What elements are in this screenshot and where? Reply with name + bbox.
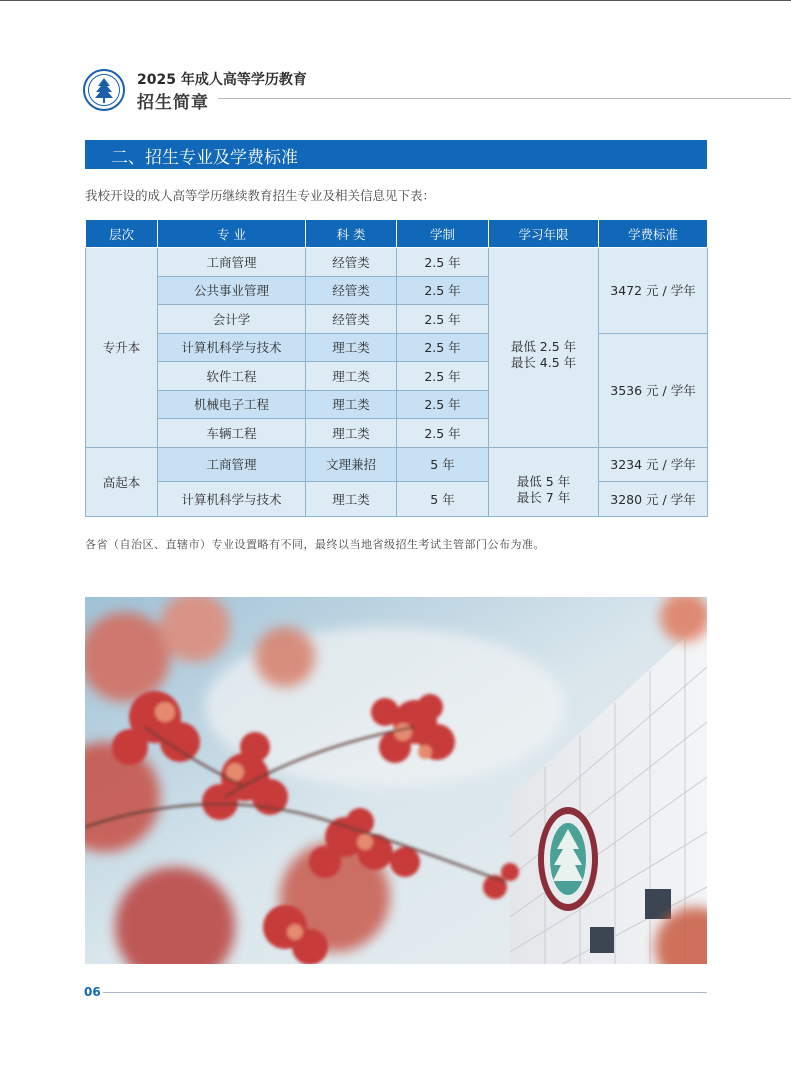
level-cell: 专升本 (86, 248, 158, 448)
campus-photo-illustration (85, 597, 707, 964)
page-number: 06 (84, 985, 101, 999)
section-title: 二、招生专业及学费标准 (111, 148, 298, 168)
study-period-cell (489, 447, 599, 516)
major-cell: 工商管理 (158, 248, 306, 277)
years-cell: 2.5 年 (397, 333, 489, 362)
top-border-line (0, 0, 791, 1)
major-cell: 公共事业管理 (158, 276, 306, 305)
header-subtitle: 招生简章 (137, 93, 209, 113)
table-row (86, 447, 708, 482)
study-period-cell (489, 248, 599, 448)
years-cell: 2.5 年 (397, 276, 489, 305)
header-cell-study-period: 学习年限 (489, 220, 599, 248)
years-cell: 2.5 年 (397, 362, 489, 391)
years-cell: 2.5 年 (397, 390, 489, 419)
years-cell: 2.5 年 (397, 248, 489, 277)
category-cell: 经管类 (306, 276, 397, 305)
intro-text: 我校开设的成人高等学历继续教育招生专业及相关信息见下表： (85, 188, 436, 203)
header-title: 2025 年成人高等学历教育 (137, 72, 307, 88)
years-cell: 2.5 年 (397, 305, 489, 334)
major-cell: 会计学 (158, 305, 306, 334)
study-period-text: 最低 2.5 年 最长 4.5 年 (510, 339, 577, 371)
table-row (86, 482, 708, 517)
header-cell-category: 科 类 (306, 220, 397, 248)
header-cell-level: 层次 (86, 220, 158, 248)
major-cell: 机械电子工程 (158, 390, 306, 419)
page-header (83, 66, 791, 116)
category-cell: 经管类 (306, 305, 397, 334)
footnote: 各省（自治区、直辖市）专业设置略有不同，最终以当地省级招生考试主管部门公布为准。 (85, 538, 545, 551)
tuition-cell: 3536 元 / 学年 (599, 333, 708, 447)
major-cell: 工商管理 (158, 447, 306, 482)
major-cell: 软件工程 (158, 362, 306, 391)
tuition-cell: 3472 元 / 学年 (599, 248, 708, 334)
category-cell: 经管类 (306, 248, 397, 277)
majors-fee-table (85, 220, 708, 517)
category-cell: 理工类 (306, 333, 397, 362)
table-row (86, 248, 708, 277)
category-cell: 理工类 (306, 419, 397, 448)
major-cell: 计算机科学与技术 (158, 333, 306, 362)
study-period-text: 最低 5 年 最长 7 年 (516, 473, 571, 505)
level-cell: 高起本 (86, 447, 158, 516)
years-cell: 5 年 (397, 447, 489, 482)
campus-photo (85, 597, 707, 964)
header-cell-major: 专 业 (158, 220, 306, 248)
category-cell: 文理兼招 (306, 447, 397, 482)
years-cell: 2.5 年 (397, 419, 489, 448)
major-cell: 计算机科学与技术 (158, 482, 306, 517)
section-heading-bar (85, 140, 707, 169)
header-cell-tuition: 学费标准 (599, 220, 708, 248)
category-cell: 理工类 (306, 482, 397, 517)
years-cell: 5 年 (397, 482, 489, 517)
header-cell-program-length: 学制 (397, 220, 489, 248)
table-row (86, 333, 708, 362)
category-cell: 理工类 (306, 390, 397, 419)
major-cell: 车辆工程 (158, 419, 306, 448)
table-header-row (86, 220, 708, 248)
category-cell: 理工类 (306, 362, 397, 391)
footer-divider (103, 992, 707, 993)
header-divider (218, 98, 791, 99)
tuition-cell: 3280 元 / 学年 (599, 482, 708, 517)
tuition-cell: 3234 元 / 学年 (599, 447, 708, 482)
university-logo-icon (83, 69, 125, 111)
